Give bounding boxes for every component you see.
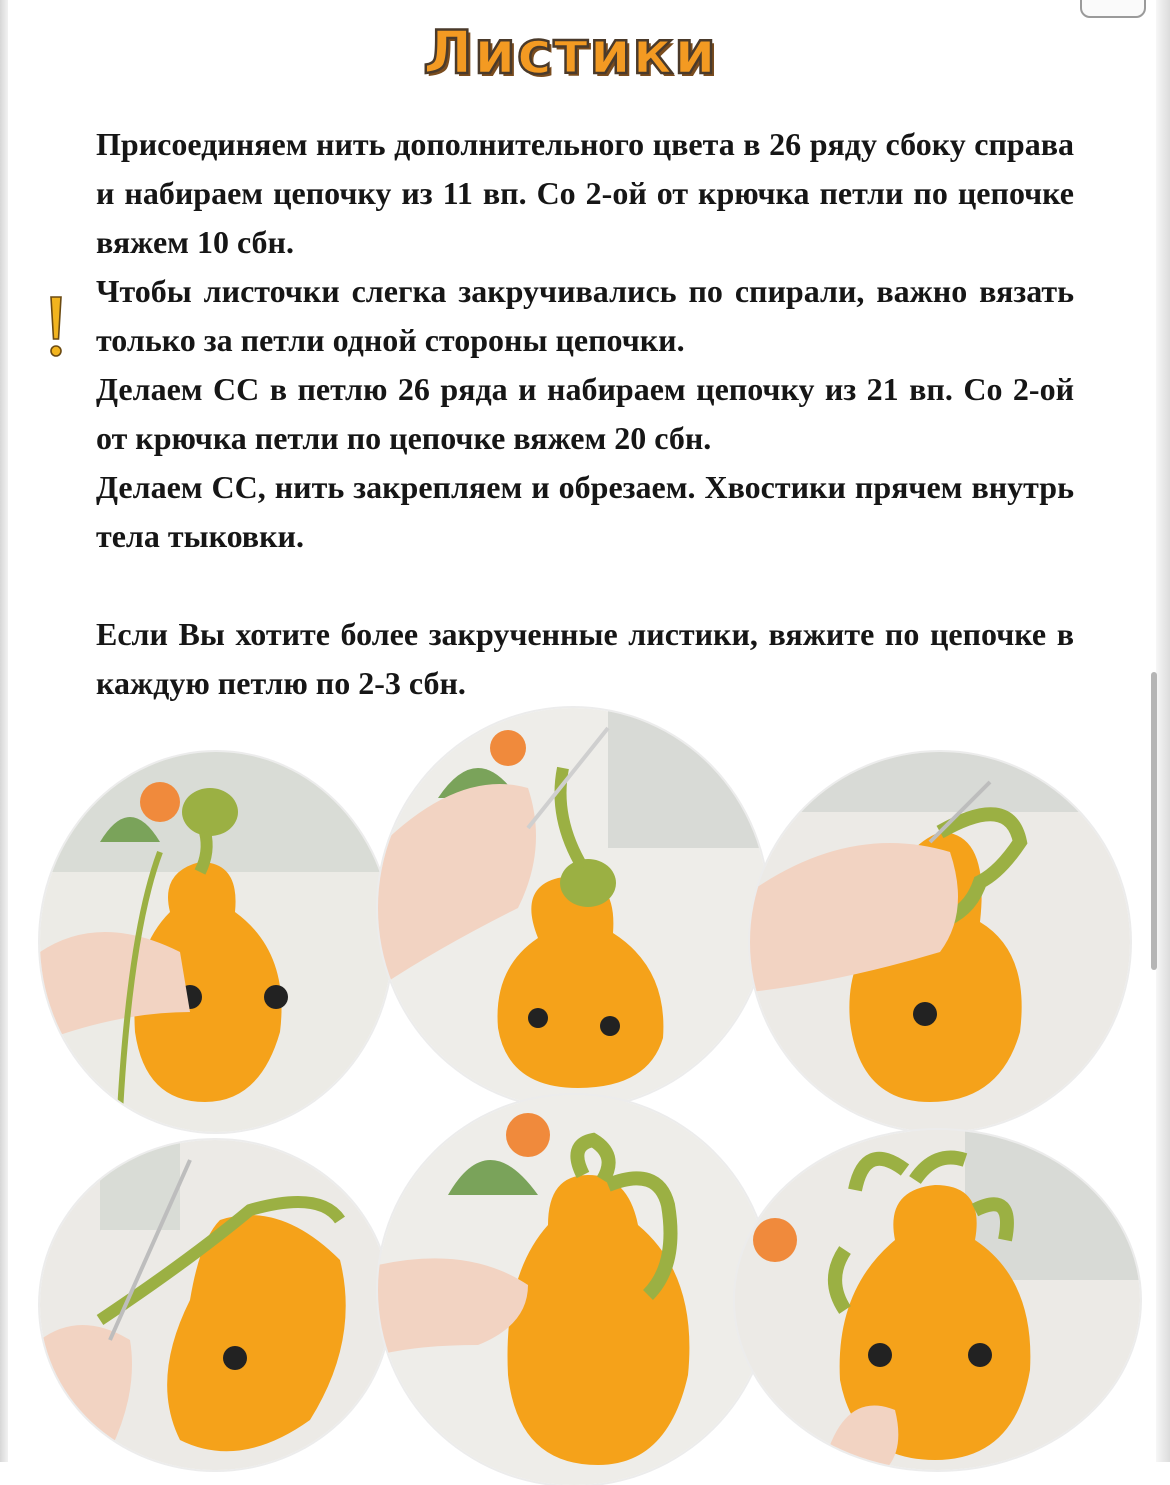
step-photo-6 — [735, 1130, 1140, 1470]
pumpkin-toy-illustration — [40, 1140, 390, 1470]
window-frame-right — [1156, 0, 1170, 1462]
window-frame-left — [0, 0, 8, 1462]
step-photo-1 — [40, 752, 392, 1132]
step-photo-2 — [378, 708, 768, 1108]
pumpkin-toy-illustration — [378, 1095, 770, 1485]
scrollbar-thumb[interactable] — [1151, 672, 1157, 970]
paragraph-5: Если Вы хотите более закрученные листики, вяжите по цепочке в каждую петлю по 2-3 сбн. — [96, 616, 1074, 701]
step-photo-4 — [40, 1140, 390, 1470]
paragraph-4: Делаем СС, нить закрепляем и обрезаем. Хвостики прячем внутрь тела тыковки. — [96, 469, 1074, 554]
pumpkin-toy-illustration — [735, 1130, 1140, 1470]
step-photo-5 — [378, 1095, 770, 1485]
exclamation-icon — [45, 295, 67, 361]
page-title: Листики — [422, 18, 718, 88]
paragraph-1: Присоединяем нить дополнительного цвета в 26 ряду сбоку справа и набираем цепочку из 11 вп. Со 2-ой от крючка петли по цепочке вяжем 10 сбн. — [96, 126, 1074, 260]
step-photo-3 — [750, 752, 1130, 1132]
top-handle[interactable] — [1080, 0, 1146, 18]
pumpkin-toy-illustration — [750, 752, 1130, 1132]
pumpkin-toy-illustration — [378, 708, 768, 1108]
instructions — [96, 120, 1074, 708]
paragraph-2: Чтобы листочки слегка закручивались по спирали, важно вязать только за петли одной стороны цепочки. — [96, 273, 1074, 358]
paragraph-3: Делаем СС в петлю 26 ряда и набираем цепочку из 21 вп. Со 2-ой от крючка петли по цепочке вяжем 20 сбн. — [96, 371, 1074, 456]
pumpkin-toy-illustration — [40, 752, 392, 1132]
